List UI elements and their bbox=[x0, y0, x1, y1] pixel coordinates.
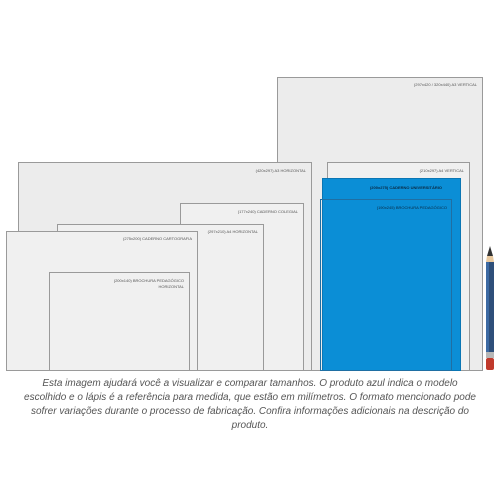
sheet-a4-vertical-label: (210x297) A4 VERTICAL bbox=[419, 168, 464, 173]
sheet-caderno-colegial-label: (177x240) CADERNO COLEGIAL bbox=[237, 209, 298, 214]
sheet-a3-horizontal-label: (420x297) A3 HORIZONTAL bbox=[255, 168, 306, 173]
sheet-a4-horizontal-label: (297x210) A4 HORIZONTAL bbox=[207, 229, 258, 234]
sheet-brochura-horizontal-label-1: (200x140) BROCHURA PEDAGÓGICO bbox=[113, 278, 184, 283]
sheet-caderno-cartografia-label: (275x200) CADERNO CARTOGRAFIA bbox=[123, 236, 192, 241]
sheet-brochura-pedagogico bbox=[320, 199, 452, 371]
brochura-pedagogico-label: (190x245) BROCHURA PEDAGÓGICO bbox=[376, 205, 447, 210]
caption-text: Esta imagem ajudará você a visualizar e comparar tamanhos. O produto azul indica o modelo escolhido e o lápis é a referência para medida, que estão em milímetros. O formato mencionado pode sofrer variações durante o processo de fabricação. Confira informações adicionais na descrição do produto. bbox=[24, 378, 476, 431]
sheet-brochura-horizontal bbox=[49, 272, 190, 371]
pencil-icon bbox=[484, 246, 496, 372]
sheet-brochura-horizontal-label-2: HORIZONTAL bbox=[158, 284, 184, 289]
caderno-universitario-label: (200x275) CADERNO UNIVERSITÁRIO bbox=[369, 185, 442, 190]
sheet-a3-vertical-label: (297x420 / 320x440) A3 VERTICAL bbox=[413, 82, 477, 87]
